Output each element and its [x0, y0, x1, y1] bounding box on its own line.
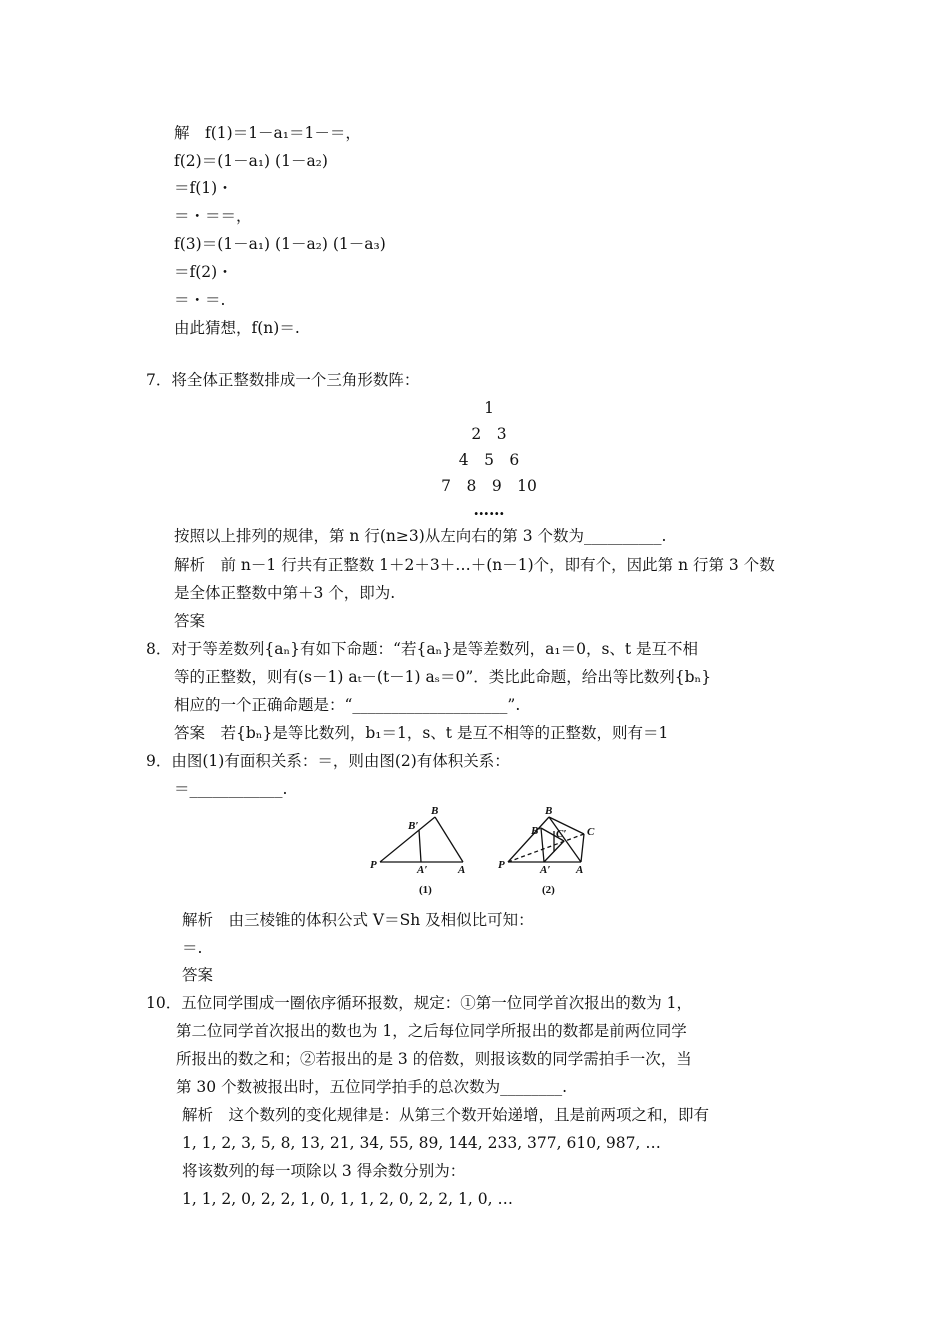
- solution-line-5: f(3)＝(1－a₁) (1－a₂) (1－a₃): [174, 235, 386, 253]
- label-p-2: P: [498, 859, 505, 871]
- triangle-row-2: 2 3: [471, 425, 507, 443]
- solution-line-4: ＝・＝＝，: [174, 207, 252, 225]
- label-b: B: [431, 805, 439, 817]
- q7-question: 按照以上排列的规律，第 n 行(n≥3)从左向右的第 3 个数为__________.: [174, 527, 667, 545]
- label-c: C: [587, 826, 595, 838]
- solution-line-7: ＝・＝.: [174, 291, 226, 309]
- q10-sequence: 1, 1, 2, 3, 5, 8, 13, 21, 34, 55, 89, 144, 233, 377, 610, 987, …: [182, 1134, 661, 1152]
- q7-analysis-1: 解析 前 n－1 行共有正整数 1＋2＋3＋…＋(n－1)个，即有个，因此第 n 行第 3 个数: [174, 556, 775, 574]
- label-p: P: [370, 859, 377, 871]
- pyramid-figures: [368, 802, 598, 898]
- label-a-2: A: [576, 864, 584, 876]
- label-b-prime-2: B′: [531, 825, 542, 837]
- q9-answer: 答案: [182, 966, 214, 984]
- q10-line-2: 第二位同学首次报出的数也为 1，之后每位同学所报出的数都是前两位同学: [176, 1022, 687, 1040]
- q8-line-3: 相应的一个正确命题是：“____________________”.: [174, 696, 521, 714]
- q10-analysis-2: 将该数列的每一项除以 3 得余数分别为：: [182, 1162, 466, 1180]
- q10-line-4: 第 30 个数被报出时，五位同学拍手的总次数为________.: [176, 1078, 568, 1096]
- solution-line-2: f(2)＝(1－a₁) (1－a₂): [174, 152, 328, 170]
- q9-line-2: ＝____________.: [174, 780, 288, 798]
- q8-line-1: 8．对于等差数列{aₙ}有如下命题：“若{aₙ}是等差数列，a₁＝0，s、t 是互不相: [146, 640, 699, 658]
- triangle-row-4: 7 8 9 10: [441, 477, 537, 495]
- q8-answer: 答案 若{bₙ}是等比数列，b₁＝1，s、t 是互不相等的正整数，则有＝1: [174, 724, 669, 742]
- q9-analysis-1: 解析 由三棱锥的体积公式 V＝Sh 及相似比可知：: [182, 911, 534, 929]
- q9-line-1: 9．由图(1)有面积关系：＝，则由图(2)有体积关系：: [146, 752, 510, 770]
- label-a-prime: A′: [417, 864, 428, 876]
- label-a: A: [458, 864, 466, 876]
- q7-analysis-2: 是全体正整数中第＋3 个，即为.: [174, 584, 396, 602]
- caption-2: (2): [542, 884, 555, 896]
- q10-analysis-1: 解析 这个数列的变化规律是：从第三个数开始递增，且是前两项之和，即有: [182, 1106, 710, 1124]
- label-a-prime-2: A′: [540, 864, 551, 876]
- solution-line-8: 由此猜想，f(n)＝.: [174, 319, 300, 337]
- triangle-row-1: 1: [484, 399, 494, 417]
- q10-remainders: 1, 1, 2, 0, 2, 2, 1, 0, 1, 1, 2, 0, 2, 2, 1, 0, …: [182, 1190, 513, 1208]
- q10-line-1: 10．五位同学围成一圈依序循环报数，规定：①第一位同学首次报出的数为 1，: [146, 994, 693, 1012]
- q7-stem: 7．将全体正整数排成一个三角形数阵：: [146, 371, 420, 389]
- label-b-2: B: [545, 805, 553, 817]
- q7-answer: 答案: [174, 612, 206, 630]
- solution-line-3: ＝f(1)・: [174, 179, 233, 197]
- triangle-row-ellipsis: ……: [473, 500, 505, 519]
- triangle-row-3: 4 5 6: [458, 451, 520, 469]
- solution-line-1: 解 f(1)＝1－a₁＝1－＝，: [174, 124, 361, 142]
- label-b-prime: B′: [408, 820, 419, 832]
- q8-line-2: 等的正整数，则有(s－1) aₜ－(t－1) aₛ＝0”．类比此命题，给出等比数列{bₙ}: [174, 668, 712, 686]
- solution-line-6: ＝f(2)・: [174, 263, 233, 281]
- q9-analysis-2: ＝.: [182, 939, 203, 957]
- label-c-prime: C′: [556, 828, 567, 840]
- caption-1: (1): [419, 884, 432, 896]
- q10-line-3: 所报出的数之和；②若报出的是 3 的倍数，则报该数的同学需拍手一次，当: [176, 1050, 692, 1068]
